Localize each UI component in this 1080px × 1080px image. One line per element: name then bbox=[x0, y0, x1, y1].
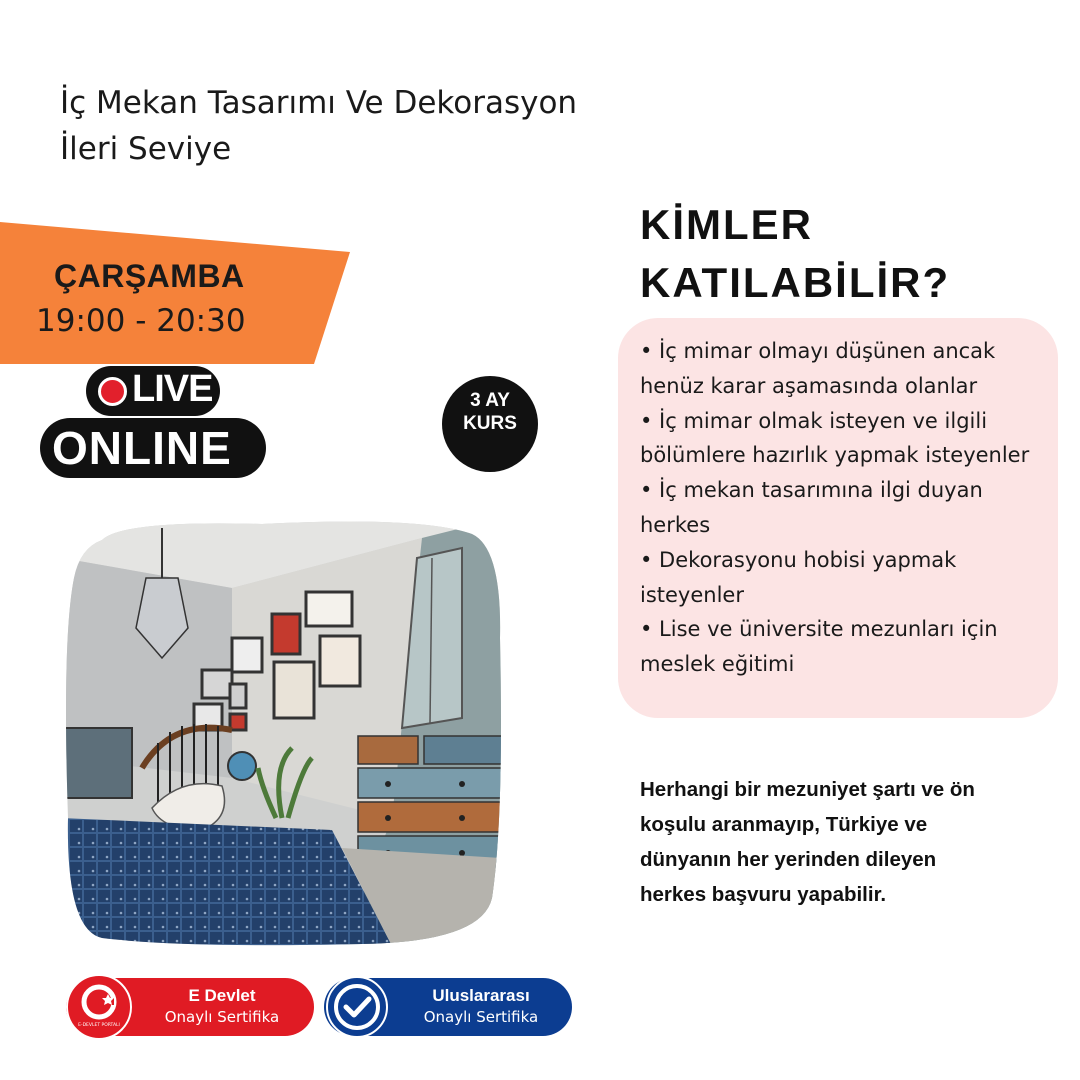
edevlet-certificate-title: E Devlet bbox=[188, 986, 256, 1005]
note-line: dünyanın her yerinden dileyen bbox=[640, 848, 937, 871]
list-item: herkes bbox=[640, 512, 711, 537]
course-title-line1: İç Mekan Tasarımı Ve Dekorasyon bbox=[60, 85, 578, 121]
interior-illustration bbox=[62, 518, 502, 946]
list-item: bölümlere hazırlık yapmak isteyenler bbox=[640, 443, 1030, 468]
schedule-day: ÇARŞAMBA bbox=[54, 258, 245, 294]
list-item: • Dekorasyonu hobisi yapmak bbox=[640, 547, 957, 572]
eligibility-note bbox=[640, 772, 1060, 912]
checkmark-icon bbox=[324, 975, 390, 1039]
list-item: • Lise ve üniversite mezunları için bbox=[640, 617, 998, 642]
who-can-join-list bbox=[640, 334, 1060, 682]
list-item: • İç mekan tasarımına ilgi duyan bbox=[640, 478, 983, 503]
who-title-line2: KATILABİLİR? bbox=[640, 259, 951, 306]
course-title-line2: İleri Seviye bbox=[60, 131, 232, 167]
duration-line1: 3 AY bbox=[470, 390, 510, 411]
edevlet-logo-text: E-DEVLET PORTALI bbox=[78, 1023, 120, 1028]
schedule-time: 19:00 - 20:30 bbox=[36, 303, 246, 339]
international-certificate-subtitle: Onaylı Sertifika bbox=[423, 1008, 539, 1026]
duration-badge bbox=[442, 376, 538, 472]
international-certificate-title: Uluslararası bbox=[432, 986, 530, 1005]
note-line: koşulu aranmayıp, Türkiye ve bbox=[640, 813, 928, 836]
duration-line2: KURS bbox=[463, 413, 517, 434]
live-label: LIVE bbox=[132, 368, 213, 410]
note-line: Herhangi bir mezuniyet şartı ve ön bbox=[640, 778, 975, 801]
who-title-line1: KİMLER bbox=[640, 201, 813, 248]
record-dot-icon bbox=[98, 377, 127, 406]
course-title bbox=[60, 80, 577, 172]
edevlet-certificate-subtitle: Onaylı Sertifika bbox=[164, 1008, 280, 1026]
list-item: isteyenler bbox=[640, 582, 744, 607]
list-item: henüz karar aşamasında olanlar bbox=[640, 373, 978, 398]
who-can-join-title bbox=[640, 196, 950, 312]
list-item: • İç mimar olmak isteyen ve ilgili bbox=[640, 408, 988, 433]
edevlet-logo-icon bbox=[66, 974, 132, 1040]
list-item: meslek eğitimi bbox=[640, 652, 795, 677]
list-item: • İç mimar olmayı düşünen ancak bbox=[640, 339, 996, 363]
note-line: herkes başvuru yapabilir. bbox=[640, 883, 887, 906]
online-label: ONLINE bbox=[52, 422, 232, 474]
